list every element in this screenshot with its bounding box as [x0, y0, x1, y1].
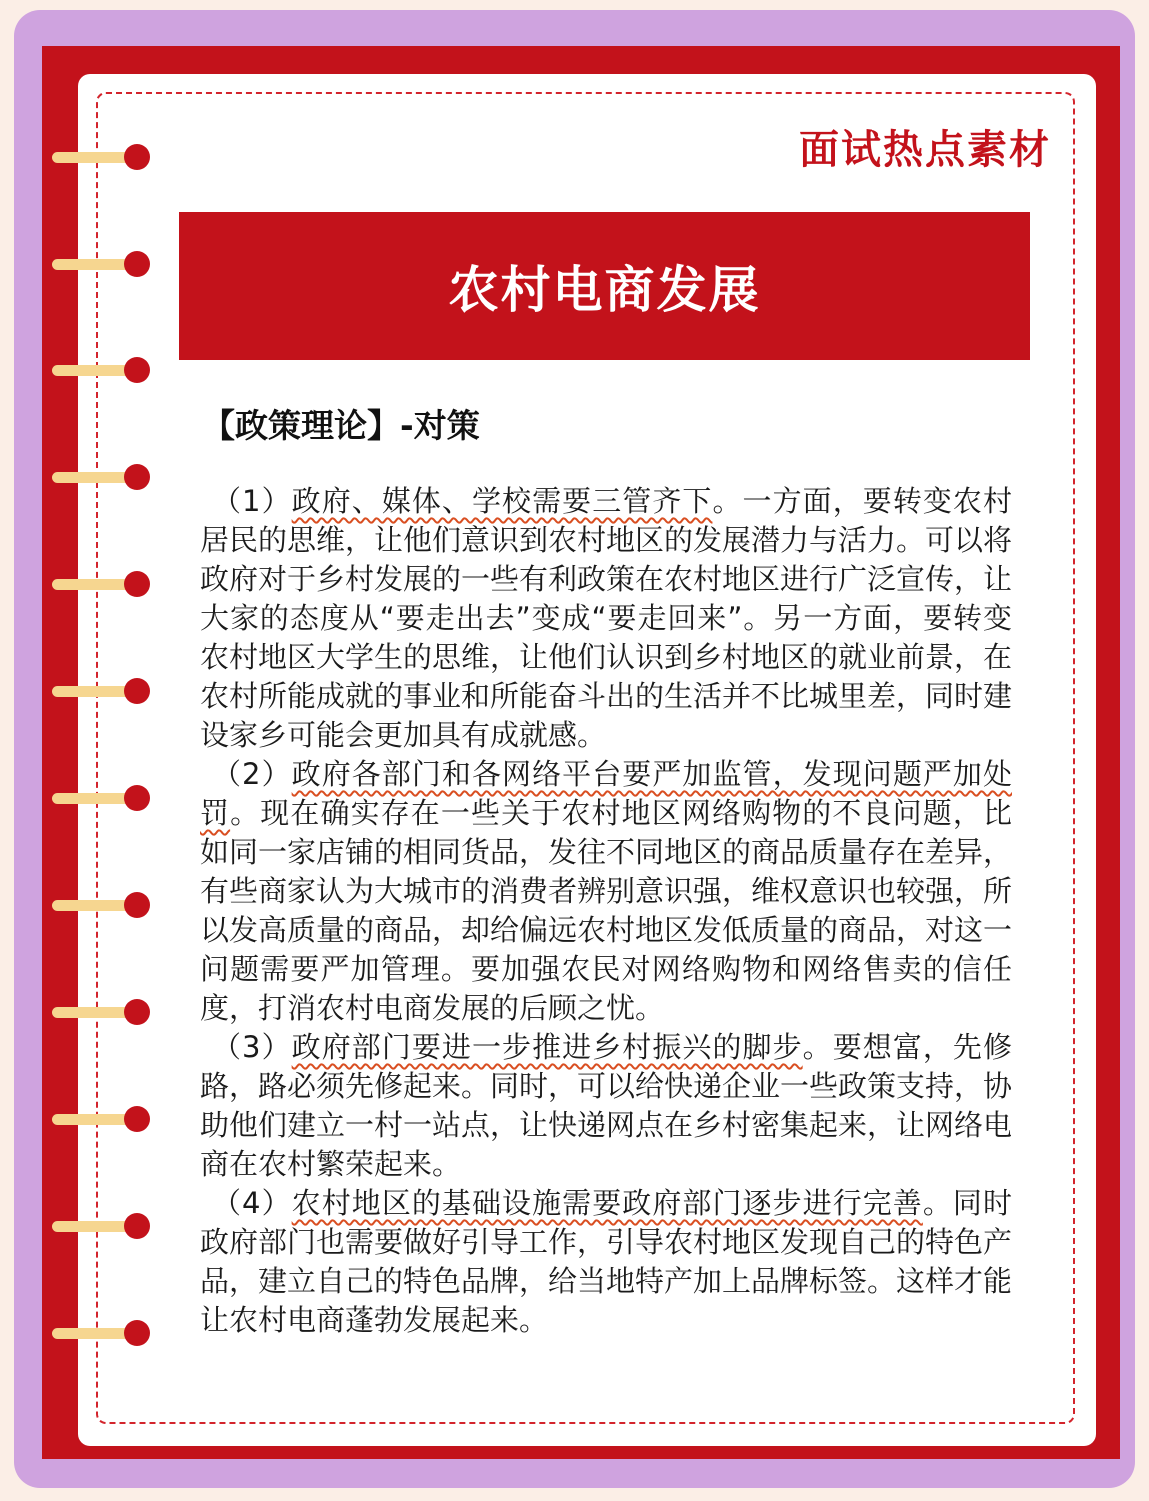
- paragraph: [200, 1028, 1012, 1184]
- binder-ring-icon: [52, 463, 152, 493]
- binder-ring-icon: [52, 891, 152, 921]
- binder-ring-icon: [52, 1212, 152, 1242]
- title-banner: [179, 212, 1030, 360]
- paragraph-number: （2）: [212, 757, 292, 791]
- paragraph-number: （3）: [212, 1030, 292, 1064]
- binder-ring-icon: [52, 1319, 152, 1349]
- binder-ring-icon: [52, 1105, 152, 1135]
- paragraph-number: （1）: [212, 484, 292, 518]
- paragraph: [200, 1184, 1012, 1340]
- binder-ring-icon: [52, 356, 152, 386]
- paragraph: [200, 482, 1012, 755]
- section-heading: 【政策理论】-对策: [202, 406, 480, 445]
- paragraph: [200, 755, 1012, 1028]
- article-body: [200, 482, 1012, 1340]
- binder-ring-icon: [52, 998, 152, 1028]
- highlighted-point: 政府部门要进一步推进乡村振兴的脚步: [291, 1030, 803, 1064]
- binder-ring-icon: [52, 143, 152, 173]
- paragraph-text: 。要想富，先修路，路必须先修起来。同时，可以给快递企业一些政策支持，协助他们建立一村一站点，让快递网点在乡村密集起来，让网络电商在农村繁荣起来。: [200, 1030, 1013, 1181]
- paragraph-number: （4）: [212, 1186, 292, 1220]
- brand-label: 面试热点素材: [799, 127, 1051, 173]
- paragraph-text: 。一方面，要转变农村居民的思维，让他们意识到农村地区的发展潜力与活力。可以将政府对于乡村发展的一些有利政策在农村地区进行广泛宣传，让大家的态度从“要走出去”变成“要走回来”。另一方面，要转变农村地区大学生的思维，让他们认识到乡村地区的就业前景，在农村所能成就的事业和所能奋斗出的生活并不比城里差，同时建设家乡可能会更加具有成就感。: [200, 484, 1013, 752]
- paragraph-text: 。同时政府部门也需要做好引导工作，引导农村地区发现自己的特色产品，建立自己的特色品牌，给当地特产加上品牌标签。这样才能让农村电商蓬勃发展起来。: [200, 1186, 1013, 1337]
- binder-ring-icon: [52, 677, 152, 707]
- binder-ring-icon: [52, 570, 152, 600]
- highlighted-point: 政府、媒体、学校需要三管齐下: [291, 484, 713, 518]
- paragraph-text: 。现在确实存在一些关于农村地区网络购物的不良问题，比如同一家店铺的相同货品，发往不同地区的商品质量存在差异，有些商家认为大城市的消费者辨别意识强，维权意识也较强，所以发高质量的商品，却给偏远农村地区发低质量的商品，对这一问题需要严加管理。要加强农民对网络购物和网络售卖的信任度，打消农村电商发展的后顾之忧。: [200, 796, 1013, 1025]
- highlighted-point: 农村地区的基础设施需要政府部门逐步进行完善: [291, 1186, 923, 1220]
- binder-ring-icon: [52, 250, 152, 280]
- binder-ring-icon: [52, 784, 152, 814]
- page-title: 农村电商发展: [448, 261, 761, 319]
- highlighted-point: 政府各部门和各网络平台要严加监管，发现问题严加处罚: [200, 757, 1012, 830]
